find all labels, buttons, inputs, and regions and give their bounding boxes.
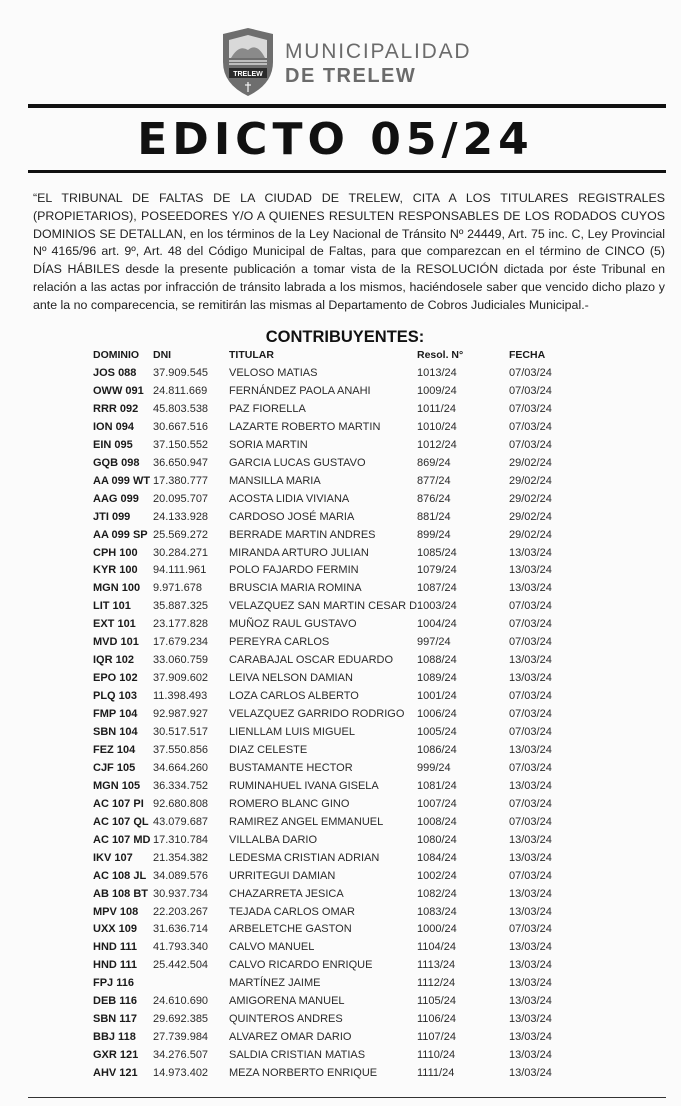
- column-header-resolucion: Resol. N°: [417, 349, 464, 361]
- header: [0, 24, 681, 104]
- cell-resol: 1081/24: [417, 779, 457, 792]
- cell-fecha: 07/03/24: [509, 402, 552, 415]
- cell-titular: VELOSO MATIAS: [229, 367, 318, 379]
- table-row: [0, 364, 681, 382]
- logo-text: TRELEW: [233, 71, 263, 78]
- cell-titular: MIRANDA ARTURO JULIAN: [229, 546, 369, 559]
- column-header-titular: TITULAR: [229, 349, 274, 361]
- cell-resol: 881/24: [417, 510, 451, 523]
- cell-titular: POLO FAJARDO FERMIN: [229, 564, 359, 577]
- table-row: [0, 579, 681, 597]
- cell-fecha: 07/03/24: [509, 923, 552, 936]
- table-row: [0, 813, 681, 831]
- cell-fecha: 13/03/24: [509, 977, 552, 990]
- cell-dominio: MVD 101: [93, 636, 139, 649]
- municipality-name: MUNICIPALIDAD: [285, 40, 472, 63]
- cell-dominio: GQB 098: [93, 456, 140, 469]
- cell-dominio: HND 111: [93, 941, 138, 954]
- cell-dominio: UXX 109: [93, 923, 138, 936]
- cell-dominio: EXT 101: [93, 618, 136, 631]
- table-row: [0, 508, 681, 526]
- cell-fecha: 29/02/24: [509, 474, 552, 487]
- cell-fecha: 07/03/24: [509, 420, 552, 433]
- cell-resol: 1112/24: [417, 977, 456, 990]
- cell-titular: CALVO MANUEL: [229, 941, 315, 954]
- cell-dominio: CPH 100: [93, 546, 138, 559]
- cell-resol: 1111/24: [417, 1067, 455, 1080]
- cell-fecha: 07/03/24: [509, 869, 552, 882]
- cell-titular: SALDIA CRISTIAN MATIAS: [229, 1049, 366, 1062]
- table-row: [0, 867, 681, 885]
- cell-dni: 9.971.678: [153, 582, 202, 595]
- cell-fecha: 07/03/24: [509, 438, 552, 451]
- table-row: [0, 544, 681, 562]
- cell-resol: 1004/24: [417, 618, 457, 631]
- cell-dominio: FMP 104: [93, 708, 138, 721]
- cell-titular: RUMINAHUEL IVANA GISELA: [229, 779, 379, 792]
- cell-resol: 877/24: [417, 474, 451, 487]
- cell-dni: 30.667.516: [153, 420, 209, 433]
- cell-dominio: HND 111: [93, 959, 138, 972]
- cell-fecha: 13/03/24: [509, 654, 552, 667]
- cell-titular: QUINTEROS ANDRES: [229, 1013, 343, 1026]
- cell-fecha: 13/03/24: [509, 905, 552, 918]
- cell-fecha: 13/03/24: [509, 779, 552, 792]
- cell-dominio: RRR 092: [93, 402, 139, 415]
- cell-dni: 94.111.961: [153, 564, 207, 577]
- table-row: [0, 1010, 681, 1028]
- table-row: [0, 615, 681, 633]
- table-row: [0, 561, 681, 579]
- cell-titular: GARCIA LUCAS GUSTAVO: [229, 456, 366, 469]
- cell-dominio: EIN 095: [93, 438, 133, 451]
- cell-dni: 17.679.234: [153, 636, 209, 649]
- table-row: [0, 1064, 681, 1082]
- cell-dni: 31.636.714: [153, 923, 209, 936]
- cell-resol: 1002/24: [417, 869, 457, 882]
- cell-fecha: 29/02/24: [509, 510, 552, 523]
- cell-resol: 1107/24: [417, 1031, 456, 1044]
- cell-dominio: GXR 121: [93, 1049, 139, 1062]
- cell-dominio: AC 107 PI: [93, 797, 144, 810]
- cell-fecha: 07/03/24: [509, 815, 552, 828]
- cell-dominio: FPJ 116: [93, 977, 134, 990]
- cell-dni: 17.310.784: [153, 833, 209, 846]
- cell-dni: 30.937.734: [153, 887, 209, 900]
- cell-dominio: CJF 105: [93, 761, 136, 774]
- cell-resol: 1083/24: [417, 905, 457, 918]
- cell-dominio: AC 107 MD: [93, 833, 151, 846]
- cell-resol: 1113/24: [417, 959, 456, 972]
- cell-fecha: 07/03/24: [509, 726, 552, 738]
- cell-fecha: 13/03/24: [509, 887, 552, 900]
- cell-fecha: 07/03/24: [509, 797, 552, 810]
- cell-fecha: 29/02/24: [509, 528, 552, 541]
- table-row: [0, 687, 681, 705]
- cell-dominio: AA 099 SP: [93, 528, 148, 541]
- cell-dominio: BBJ 118: [93, 1031, 136, 1044]
- cell-resol: 1005/24: [417, 726, 457, 738]
- cell-dominio: MPV 108: [93, 905, 139, 918]
- cell-titular: RAMIREZ ANGEL EMMANUEL: [229, 815, 384, 828]
- cell-resol: 1106/24: [417, 1013, 456, 1026]
- cell-dni: 14.973.402: [153, 1067, 209, 1080]
- cell-dominio: PLQ 103: [93, 690, 138, 703]
- cell-titular: MARTÍNEZ JAIME: [229, 977, 321, 990]
- cell-resol: 1007/24: [417, 797, 457, 810]
- cell-dni: 43.079.687: [153, 815, 209, 828]
- cell-resol: 1086/24: [417, 743, 457, 756]
- cell-resol: 997/24: [417, 636, 451, 649]
- cell-resol: 1003/24: [417, 600, 457, 613]
- municipal-shield-logo: [219, 28, 277, 96]
- cell-fecha: 29/02/24: [509, 456, 552, 469]
- cell-resol: 1085/24: [417, 546, 457, 559]
- cell-resol: 1001/24: [417, 690, 457, 703]
- table-row: [0, 920, 681, 938]
- cell-fecha: 13/03/24: [509, 851, 552, 864]
- cell-resol: 1008/24: [417, 815, 457, 828]
- table-row: [0, 956, 681, 974]
- page-title: EDICTO 05/24: [137, 114, 534, 165]
- table-row: [0, 849, 681, 867]
- cell-dominio: AHV 121: [93, 1067, 138, 1080]
- cell-dni: 11.398.493: [153, 690, 208, 703]
- cell-dni: 22.203.267: [153, 905, 209, 918]
- cell-dominio: LIT 101: [93, 600, 131, 613]
- cell-dni: 24.133.928: [153, 510, 209, 523]
- cell-fecha: 13/03/24: [509, 1013, 552, 1026]
- cell-resol: 1087/24: [417, 582, 457, 595]
- cell-dni: 34.664.260: [153, 761, 209, 774]
- cell-resol: 869/24: [417, 456, 451, 469]
- cell-dni: 20.095.707: [153, 492, 209, 505]
- cell-titular: ACOSTA LIDIA VIVIANA: [229, 492, 350, 505]
- table-row: [0, 759, 681, 777]
- cell-titular: BUSTAMANTE HECTOR: [229, 761, 353, 774]
- table-row: [0, 705, 681, 723]
- cell-titular: BERRADE MARTIN ANDRES: [229, 528, 376, 541]
- table-row: [0, 633, 681, 651]
- cell-dominio: EPO 102: [93, 672, 138, 685]
- cell-dominio: IQR 102: [93, 654, 134, 667]
- cell-titular: LOZA CARLOS ALBERTO: [229, 690, 359, 703]
- cell-resol: 1104/24: [417, 941, 456, 954]
- cell-dni: 92.987.927: [153, 708, 209, 721]
- column-header-dni: DNI: [153, 349, 172, 361]
- cell-titular: CALVO RICARDO ENRIQUE: [229, 959, 373, 972]
- cell-dni: 25.569.272: [153, 528, 209, 541]
- cell-titular: BRUSCIA MARIA ROMINA: [229, 582, 362, 595]
- cell-resol: 1000/24: [417, 923, 457, 936]
- cell-titular: VELAZQUEZ SAN MARTIN CESAR D.: [229, 600, 421, 613]
- table-header-row: [0, 346, 681, 364]
- cell-fecha: 13/03/24: [509, 833, 552, 846]
- cell-resol: 1006/24: [417, 708, 457, 721]
- cell-dominio: KYR 100: [93, 564, 138, 577]
- cell-titular: MEZA NORBERTO ENRIQUE: [229, 1067, 378, 1080]
- cell-dni: 24.811.669: [153, 384, 208, 397]
- cell-titular: MANSILLA MARIA: [229, 474, 321, 487]
- column-header-dominio: DOMINIO: [93, 349, 140, 361]
- cell-fecha: 13/03/24: [509, 1031, 552, 1044]
- cell-fecha: 29/02/24: [509, 492, 552, 505]
- cell-dominio: FEZ 104: [93, 743, 136, 756]
- title-divider: [28, 170, 666, 173]
- table-row: [0, 651, 681, 669]
- cell-fecha: 13/03/24: [509, 672, 552, 685]
- cell-dominio: JOS 088: [93, 367, 137, 379]
- cell-dominio: SBN 117: [93, 1013, 138, 1026]
- cell-resol: 1105/24: [417, 995, 456, 1008]
- cell-dominio: IKV 107: [93, 851, 133, 864]
- cell-fecha: 13/03/24: [509, 941, 552, 954]
- cell-titular: VILLALBA DARIO: [229, 833, 318, 846]
- cell-titular: SORIA MARTIN: [229, 438, 308, 451]
- cell-resol: 1010/24: [417, 420, 457, 433]
- table-row: [0, 903, 681, 921]
- cell-fecha: 13/03/24: [509, 743, 552, 756]
- cell-resol: 1110/24: [417, 1049, 456, 1062]
- cell-dominio: DEB 116: [93, 995, 138, 1008]
- cell-fecha: 07/03/24: [509, 384, 552, 397]
- table-row: [0, 1028, 681, 1046]
- cell-titular: LEIVA NELSON DAMIAN: [229, 672, 353, 685]
- cell-dni: 29.692.385: [153, 1013, 209, 1026]
- cell-dni: 37.909.602: [153, 672, 209, 685]
- cell-dominio: ION 094: [93, 420, 134, 433]
- cell-dominio: JTI 099: [93, 510, 131, 523]
- cell-dni: 37.550.856: [153, 743, 209, 756]
- cell-dominio: AB 108 BT: [93, 887, 149, 900]
- cell-fecha: 07/03/24: [509, 618, 552, 631]
- cell-titular: ARBELETCHE GASTON: [229, 923, 352, 936]
- cell-titular: MUÑOZ RAUL GUSTAVO: [229, 618, 357, 631]
- cell-dni: 41.793.340: [153, 941, 209, 954]
- cell-resol: 1080/24: [417, 833, 457, 846]
- cell-titular: TEJADA CARLOS OMAR: [229, 905, 355, 918]
- cell-titular: LEDESMA CRISTIAN ADRIAN: [229, 851, 380, 864]
- cell-fecha: 07/03/24: [509, 708, 552, 721]
- cell-fecha: 13/03/24: [509, 564, 552, 577]
- cell-fecha: 13/03/24: [509, 959, 552, 972]
- cell-titular: FERNÁNDEZ PAOLA ANAHI: [229, 384, 371, 397]
- cell-dominio: AA 099 WT: [93, 474, 151, 487]
- cell-dni: 23.177.828: [153, 618, 209, 631]
- cell-dni: 37.909.545: [153, 367, 209, 379]
- cell-titular: URRITEGUI DAMIAN: [229, 869, 336, 882]
- cell-dominio: MGN 105: [93, 779, 141, 792]
- cell-titular: CARDOSO JOSÉ MARIA: [229, 510, 355, 523]
- table-row: [0, 472, 681, 490]
- cell-titular: VELAZQUEZ GARRIDO RODRIGO: [229, 708, 405, 721]
- cell-dni: 34.089.576: [153, 869, 209, 882]
- cell-fecha: 07/03/24: [509, 600, 552, 613]
- top-divider: [28, 104, 666, 108]
- cell-resol: 1079/24: [417, 564, 457, 577]
- cell-resol: 899/24: [417, 528, 451, 541]
- cell-titular: LIENLLAM LUIS MIGUEL: [229, 726, 355, 738]
- cell-titular: CARABAJAL OSCAR EDUARDO: [229, 654, 394, 667]
- cell-titular: ROMERO BLANC GINO: [229, 797, 350, 810]
- table-row: [0, 885, 681, 903]
- cell-dominio: OWW 091: [93, 384, 144, 397]
- cell-dni: 37.150.552: [153, 438, 209, 451]
- cell-dni: 25.442.504: [153, 959, 209, 972]
- table-row: [0, 436, 681, 454]
- cell-dni: 45.803.538: [153, 402, 209, 415]
- cell-dni: 36.334.752: [153, 779, 209, 792]
- table-heading: CONTRIBUYENTES:: [265, 328, 425, 346]
- cell-titular: LAZARTE ROBERTO MARTIN: [229, 420, 381, 433]
- cell-resol: 999/24: [417, 761, 451, 774]
- table-row: [0, 526, 681, 544]
- cell-dni: 34.276.507: [153, 1049, 209, 1062]
- cell-dni: 27.739.984: [153, 1031, 209, 1044]
- table-row: [0, 741, 681, 759]
- cell-fecha: 13/03/24: [509, 995, 552, 1008]
- table-row: [0, 723, 681, 741]
- cell-fecha: 13/03/24: [509, 546, 552, 559]
- city-name: DE TRELEW: [285, 65, 417, 87]
- cell-dni: 30.284.271: [153, 546, 209, 559]
- cell-dni: 35.887.325: [153, 600, 209, 613]
- table-row: [0, 974, 681, 992]
- edict-body-text: “EL TRIBUNAL DE FALTAS DE LA CIUDAD DE TRELEW, CITA A LOS TITULARES REGISTRALES (PROPIETARIOS), POSEEDORES Y/O A QUIENES RESULTEN RESPONSABLES DE LOS RODADOS CUYOS DOMINIOS SE DETALLAN, en los términos de la Ley Nacional de Tránsito Nº 24449, Art. 75 inc. C, Ley Provincial Nº 4165/96 art. 9º, Art. 48 del Código Municipal de Faltas, para que comparezcan en el término de CINCO (5) DÍAS HÁBILES desde la presente publicación a tomar vista de la RESOLUCIÓN dictada por éste Tribunal en relación a las actas por infracción de tránsito labrada a los mismos, haciéndosele saber que vencido dicho plazo y ante la no comparecencia, se remitirán las mismas al Departamento de Cobros Judiciales Municipal.-: [33, 191, 665, 312]
- bottom-divider: [28, 1097, 666, 1098]
- cell-dominio: AAG 099: [93, 492, 139, 505]
- cell-titular: PEREYRA CARLOS: [229, 636, 330, 649]
- cell-titular: DIAZ CELESTE: [229, 743, 308, 756]
- cell-dni: 92.680.808: [153, 797, 209, 810]
- table-row: [0, 831, 681, 849]
- cell-resol: 1088/24: [417, 654, 457, 667]
- cell-resol: 1011/24: [417, 402, 456, 415]
- cell-resol: 1012/24: [417, 438, 457, 451]
- table-row: [0, 795, 681, 813]
- cell-fecha: 13/03/24: [509, 1067, 552, 1080]
- cell-resol: 1009/24: [417, 384, 457, 397]
- cell-dominio: SBN 104: [93, 726, 138, 738]
- cell-titular: CHAZARRETA JESICA: [229, 887, 344, 900]
- table-row: [0, 669, 681, 687]
- cell-titular: PAZ FIORELLA: [229, 402, 306, 415]
- cell-dominio: AC 107 QL: [93, 815, 149, 828]
- table-row: [0, 777, 681, 795]
- cell-dni: 21.354.382: [153, 851, 209, 864]
- table-row: [0, 382, 681, 400]
- cell-resol: 1084/24: [417, 851, 457, 864]
- cell-fecha: 13/03/24: [509, 1049, 552, 1062]
- cell-resol: 876/24: [417, 492, 451, 505]
- cell-titular: AMIGORENA MANUEL: [229, 995, 345, 1008]
- table-row: [0, 418, 681, 436]
- cell-dni: 36.650.947: [153, 456, 209, 469]
- cell-dni: 17.380.777: [153, 474, 209, 487]
- cell-dni: 24.610.690: [153, 995, 209, 1008]
- cell-dni: 30.517.517: [153, 726, 209, 738]
- cell-resol: 1013/24: [417, 367, 457, 379]
- table-row: [0, 597, 681, 615]
- table-row: [0, 400, 681, 418]
- column-header-fecha: FECHA: [509, 349, 546, 361]
- table-row: [0, 938, 681, 956]
- cell-dominio: MGN 100: [93, 582, 141, 595]
- cell-fecha: 07/03/24: [509, 761, 552, 774]
- cell-dominio: AC 108 JL: [93, 869, 147, 882]
- cell-resol: 1082/24: [417, 887, 457, 900]
- cell-fecha: 07/03/24: [509, 636, 552, 649]
- cell-fecha: 07/03/24: [509, 690, 552, 703]
- cell-titular: ALVAREZ OMAR DARIO: [229, 1031, 352, 1044]
- cell-dni: 33.060.759: [153, 654, 209, 667]
- cell-fecha: 13/03/24: [509, 582, 552, 595]
- table-row: [0, 1046, 681, 1064]
- table-row: [0, 454, 681, 472]
- table-row: [0, 490, 681, 508]
- cell-resol: 1089/24: [417, 672, 457, 685]
- table-row: [0, 992, 681, 1010]
- cell-fecha: 07/03/24: [509, 367, 552, 379]
